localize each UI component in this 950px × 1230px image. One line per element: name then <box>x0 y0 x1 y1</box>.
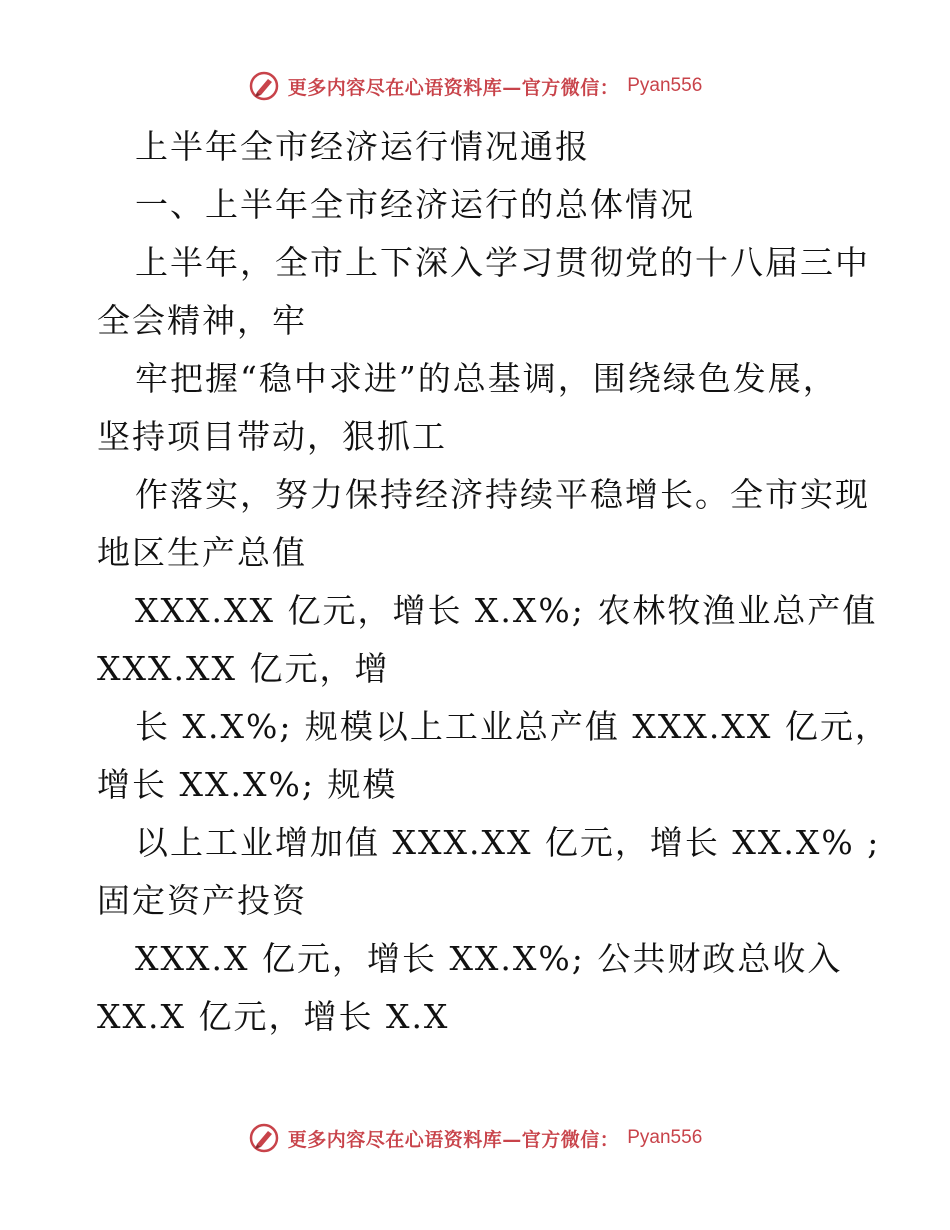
paragraph-line: 以上工业增加值 XXX.XX 亿元，增长 XX.X% ; <box>135 823 881 862</box>
pen-circle-logo-icon <box>248 70 280 102</box>
document-body <box>97 118 890 1046</box>
paragraph-line: 长 X.X%; 规模以上工业总产值 XXX.XX 亿元， <box>135 707 890 746</box>
paragraph-line: XXX.X 亿元，增长 XX.X%; 公共财政总收入 <box>135 939 843 978</box>
section-heading: 一、上半年全市经济运行的总体情况 <box>135 185 695 224</box>
paragraph-line: XXX.XX 亿元，增 <box>97 649 390 688</box>
paragraph-line: 全会精神，牢 <box>97 301 307 340</box>
paragraph-line: 固定资产投资 <box>97 881 307 920</box>
paragraph-line: 增长 XX.X%; 规模 <box>97 765 398 804</box>
paragraph-line: XX.X 亿元，增长 X.X <box>97 997 450 1036</box>
watermark-wechat-id: Pyan556 <box>627 75 703 96</box>
paragraph-line: XXX.XX 亿元，增长 X.X%; 农林牧渔业总产值 <box>135 591 878 630</box>
header-watermark <box>0 70 950 102</box>
footer-watermark <box>0 1122 950 1154</box>
paragraph-line: 地区生产总值 <box>97 533 307 572</box>
watermark-text: 更多内容尽在心语资料库—官方微信： <box>287 1128 620 1151</box>
doc-title: 上半年全市经济运行情况通报 <box>135 127 590 166</box>
paragraph-line: 牢把握“稳中求进”的总基调，围绕绿色发展， <box>135 359 838 398</box>
watermark-text: 更多内容尽在心语资料库—官方微信： <box>287 76 620 99</box>
watermark-wechat-id: Pyan556 <box>627 1127 703 1148</box>
paragraph-line: 作落实，努力保持经济持续平稳增长。全市实现 <box>135 475 870 514</box>
paragraph-line: 坚持项目带动，狠抓工 <box>97 417 447 456</box>
paragraph-line: 上半年，全市上下深入学习贯彻党的十八届三中 <box>135 243 870 282</box>
pen-circle-logo-icon <box>248 1122 280 1154</box>
